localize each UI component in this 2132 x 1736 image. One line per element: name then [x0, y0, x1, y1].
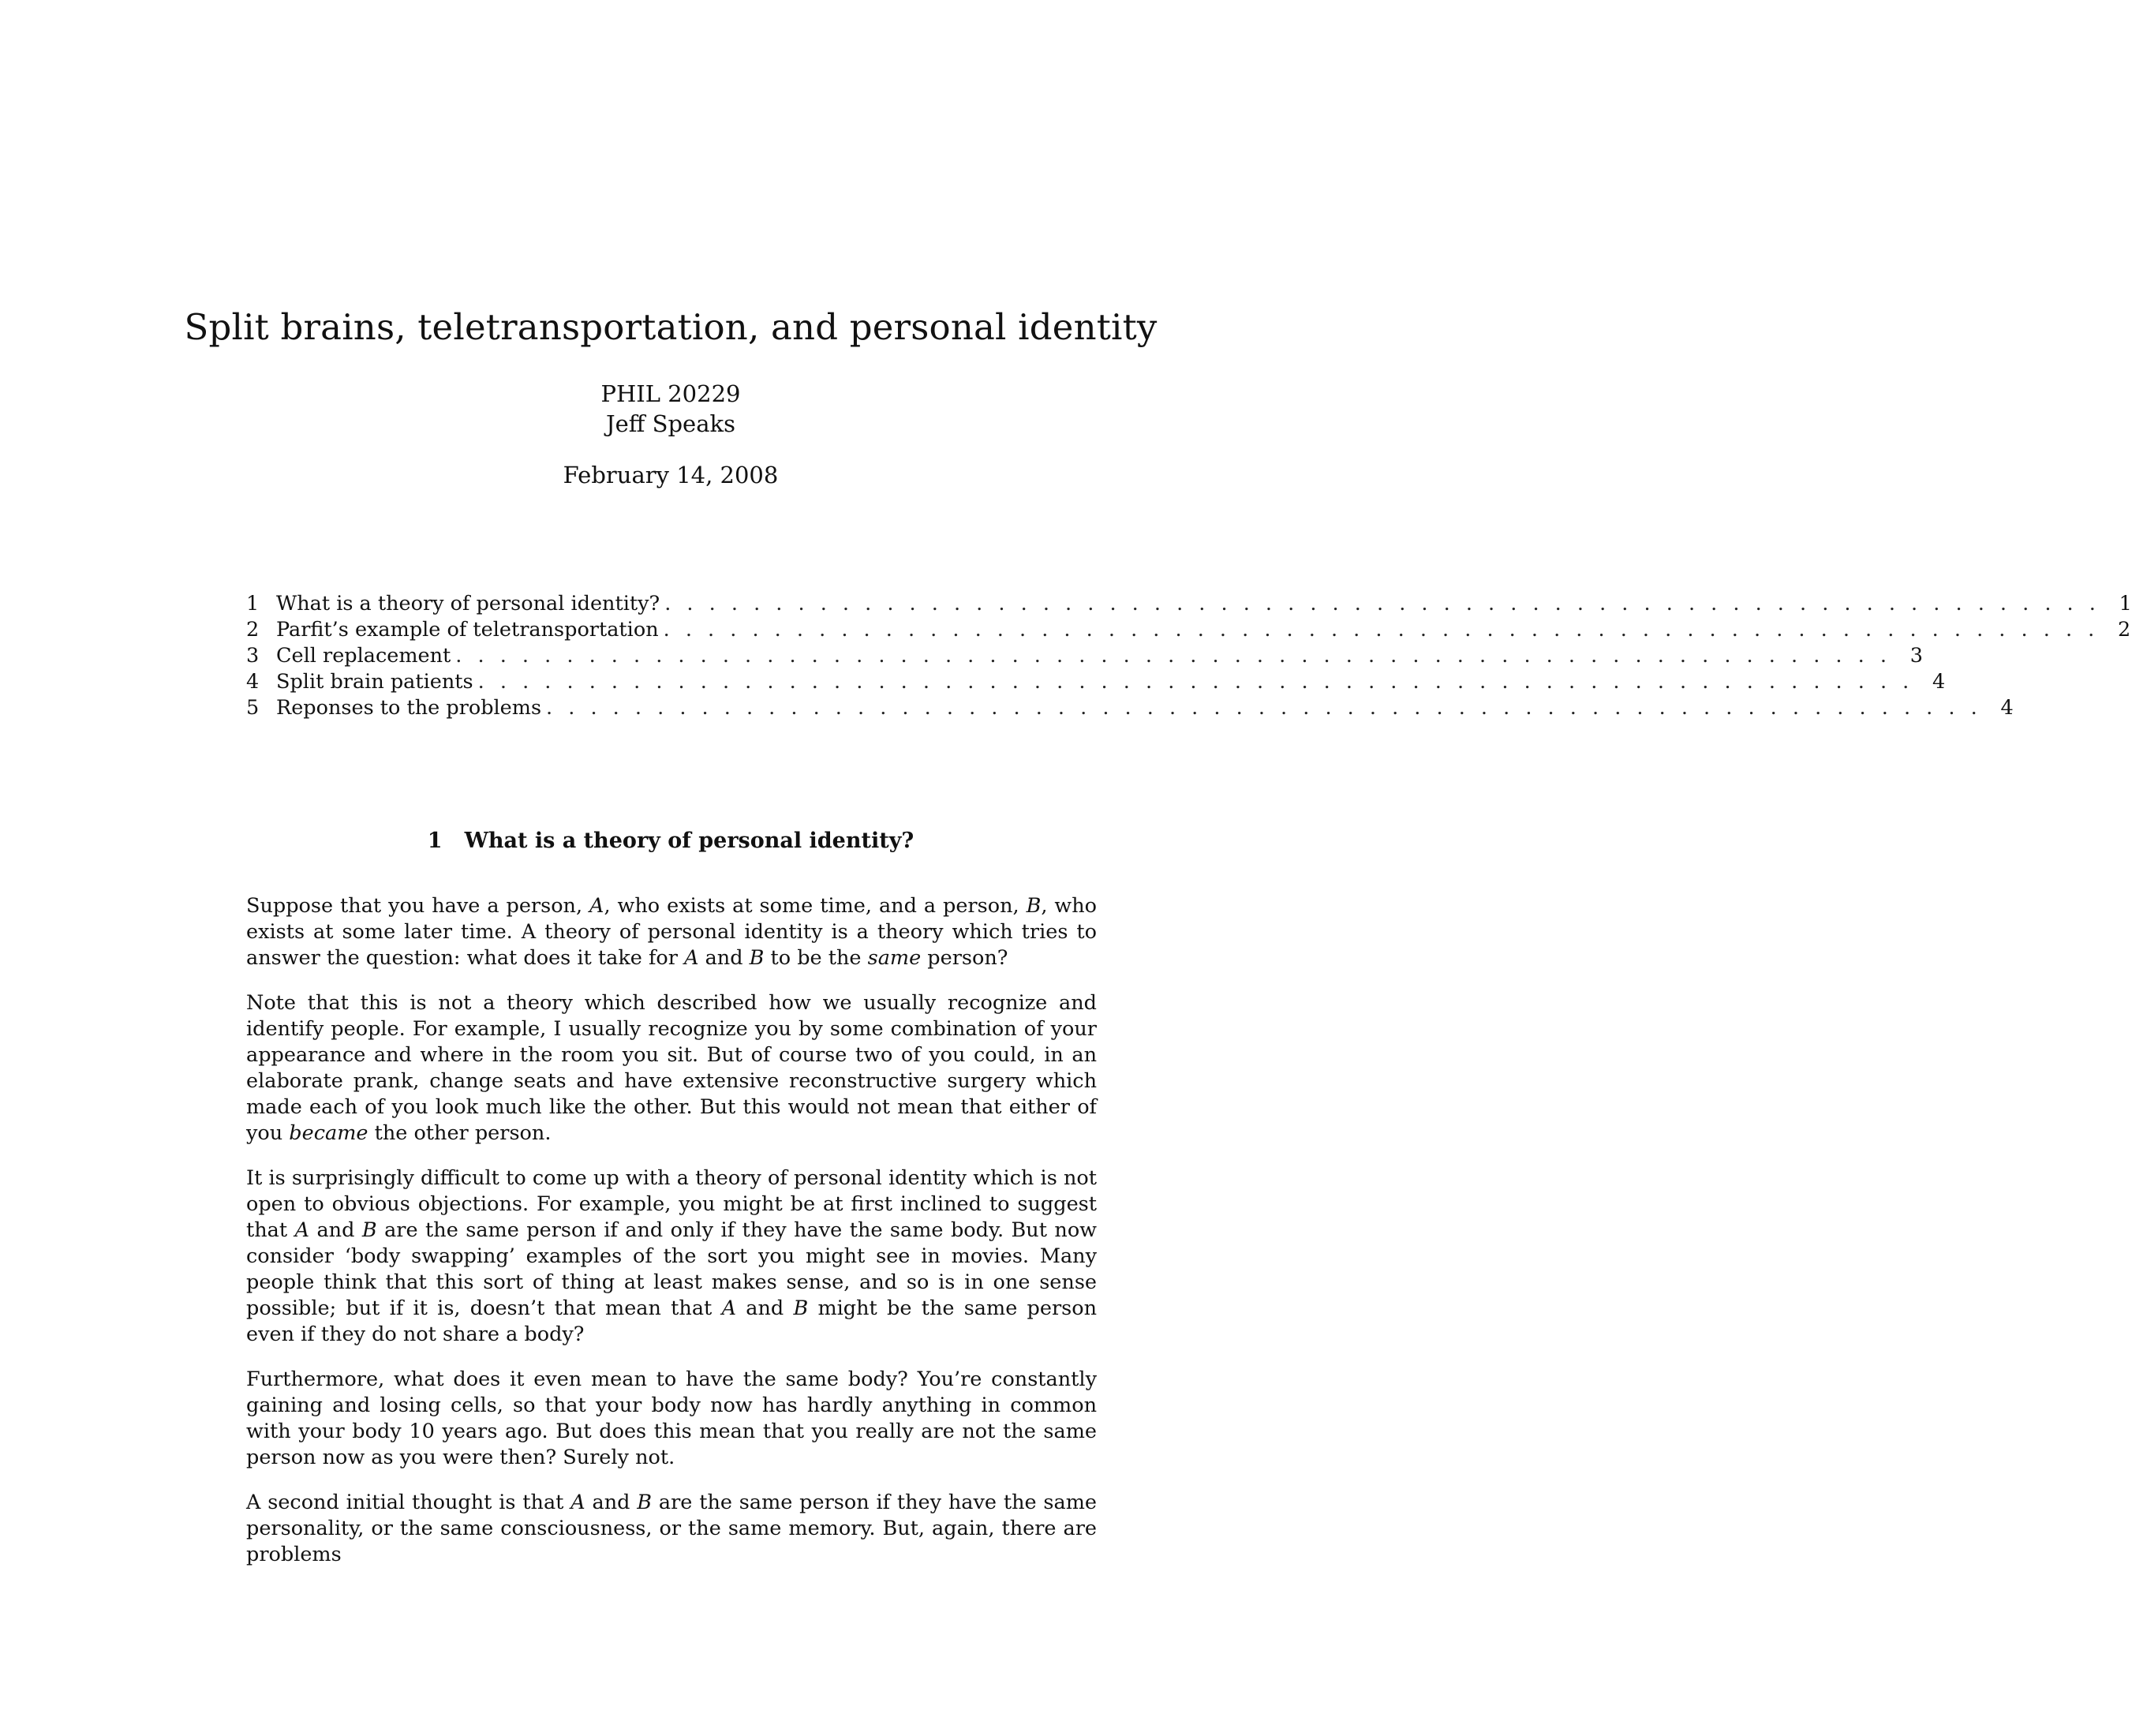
toc-entry-title: Reponses to the problems — [276, 696, 542, 720]
toc-entry-title: Split brain patients — [276, 670, 473, 694]
paragraph: Suppose that you have a person, A, who exists at some time, and a person, B, who exists at some later time. A theory of personal identity is a theory which tries to answer the question: what does it take for A and B to be the same person? — [246, 894, 1097, 970]
toc-entry-number: 2 — [246, 618, 260, 642]
toc-entry-number: 4 — [246, 670, 260, 694]
toc-entry[interactable] — [246, 695, 2014, 721]
toc-entry-page: 2 — [2118, 618, 2131, 642]
toc-entry-page: 4 — [2000, 696, 2014, 720]
toc-entry-number: 5 — [246, 696, 260, 720]
toc-entry-title: What is a theory of personal identity? — [276, 592, 660, 615]
table-of-contents — [246, 591, 2132, 721]
paragraph: A second initial thought is that A and B are the same person if they have the same personality, or the same consciousness, or the same memory. But, again, there are problems — [246, 1491, 1097, 1566]
paragraph: Note that this is not a theory which described how we usually recognize and identify people. For example, I usually recognize you by some combination of your appearance and where in the room you sit. But of course two of you could, in an elaborate prank, change seats and have extensive reconstructive surgery which made each of you look much like the other. But this would not mean that either of you became the other person. — [246, 991, 1097, 1145]
toc-entry-number: 1 — [246, 592, 260, 615]
toc-entry-title: Cell replacement — [276, 644, 451, 668]
section-body — [246, 893, 1097, 1568]
toc-leader-dots: . . . . . . . . . . . . . . . . . . . . . . . . . . . . . . . . . . . . . . . . . . . . . . . . . . . . . . . . . . . . . . . . . — [663, 618, 2100, 642]
toc-entry[interactable] — [246, 643, 1923, 669]
toc-entry[interactable] — [246, 591, 2132, 617]
section-number: 1 — [427, 829, 443, 853]
section-heading — [0, 829, 1341, 853]
course-code: PHIL 20229 — [600, 380, 741, 407]
toc-leader-dots: . . . . . . . . . . . . . . . . . . . . . . . . . . . . . . . . . . . . . . . . . . . . . . . . . . . . . . . . . . . . . . . . . — [664, 592, 2100, 615]
paragraph: Furthermore, what does it even mean to have the same body? You’re constantly gaining and losing cells, so that your body now has hardly anything in common with your body 10 years ago. But does this mean that you really are not the same person now as you were then? Surely not. — [246, 1367, 1097, 1469]
toc-leader-dots: . . . . . . . . . . . . . . . . . . . . . . . . . . . . . . . . . . . . . . . . . . . . . . . . . . . . . . . . . . . . . . . . . — [477, 670, 1914, 694]
document-date: February 14, 2008 — [563, 462, 779, 488]
section-title: What is a theory of personal identity? — [464, 829, 915, 853]
toc-leader-dots: . . . . . . . . . . . . . . . . . . . . . . . . . . . . . . . . . . . . . . . . . . . . . . . . . . . . . . . . . . . . . . . . . — [546, 696, 1982, 720]
toc-entry-title: Parfit’s example of teletransportation — [276, 618, 659, 642]
document-title: Split brains, teletransportation, and personal identity — [184, 306, 1158, 348]
toc-entry-page: 3 — [1909, 644, 1923, 668]
toc-entry-number: 3 — [246, 644, 260, 668]
author-name: Jeff Speaks — [606, 410, 735, 437]
paragraph: It is surprisingly difficult to come up with a theory of personal identity which is not open to obvious objections. For example, you might be at first inclined to suggest that A and B are the same person if and only if they have the same body. But now consider ‘body swapping’ examples of the sort you might see in movies. Many people think that this sort of thing at least makes sense, and so is in one sense possible; but if it is, doesn’t that mean that A and B might be the same person even if they do not share a body? — [246, 1166, 1098, 1346]
toc-leader-dots: . . . . . . . . . . . . . . . . . . . . . . . . . . . . . . . . . . . . . . . . . . . . . . . . . . . . . . . . . . . . . . . . . — [455, 644, 1891, 668]
toc-entry[interactable] — [246, 617, 2131, 643]
toc-entry[interactable] — [246, 669, 1946, 695]
toc-entry-page: 1 — [2119, 592, 2132, 615]
toc-entry-page: 4 — [1932, 670, 1946, 694]
